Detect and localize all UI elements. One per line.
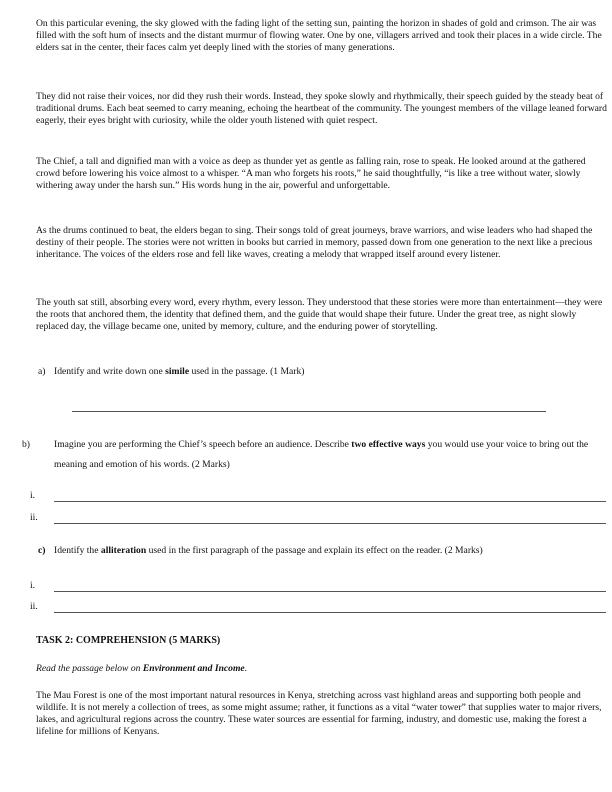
question-b-text-pre: Imagine you are performing the Chief’s speech before an audience. Describe — [54, 439, 352, 450]
answer-c-roman-2: ii. — [30, 601, 38, 612]
task-2-intro-post: . — [244, 663, 248, 674]
question-b — [22, 435, 610, 475]
question-b-text-post: you would use your voice to bring out the meaning and emotion of his words. (2 Marks) — [54, 439, 589, 470]
question-c-text-pre: Identify the — [54, 545, 101, 556]
task-2-intro — [36, 663, 247, 674]
question-c-label: c) — [38, 545, 46, 556]
question-a-label: a) — [38, 366, 46, 377]
question-a-keyword: simile — [165, 366, 190, 377]
question-c-keyword: alliteration — [100, 545, 147, 556]
task-2-heading: TASK 2: COMPREHENSION (5 MARKS) — [36, 635, 221, 646]
answer-line-a[interactable] — [72, 411, 546, 412]
passage-paragraph-1: On this particular evening, the sky glowed with the fading light of the setting sun, painting the horizon in shades of gold and crimson. The air was filled with the soft hum of insects and the distant murmur of flowing water. One by one, villagers arrived and took their places in a wide circle. The elders sat in the center, their faces calm yet deeply lined with the stories of many generations. — [36, 18, 602, 53]
answer-c-roman-1: i. — [30, 580, 36, 591]
question-c — [38, 545, 598, 557]
passage-paragraph-2: They did not raise their voices, nor did they rush their words. Instead, they spoke slowly and rhythmically, their speech guided by the steady beat of traditional drums. Each beat seemed to carry meaning, echoing the heartbeat of the community. The youngest members of the village leaned forward eagerly, their eyes bright with curiosity, while the older youth listened with quiet respect. — [36, 91, 607, 126]
question-b-keyword: two effective ways — [351, 439, 426, 450]
passage-paragraph-3: The Chief, a tall and dignified man with a voice as deep as thunder yet as gentle as falling rain, rose to speak. He looked around at the gathered crowd before lowering his voice almost to a whisper. “A man who forgets his roots,” he said thoughtfully, “is like a tree without water, slowly withering away under the harsh sun.” His words hung in the air, powerful and unforgettable. — [36, 156, 586, 191]
task-2-intro-pre: Read the passage below on — [36, 663, 143, 674]
task-2-intro-topic: Environment and Income — [142, 663, 245, 674]
answer-line-b-1[interactable] — [54, 501, 606, 502]
question-c-text-post: used in the first paragraph of the passage and explain its effect on the reader. (2 Marks) — [146, 545, 483, 556]
answer-b-roman-1: i. — [30, 490, 36, 501]
answer-line-c-2[interactable] — [54, 612, 606, 613]
task-2-paragraph-1: The Mau Forest is one of the most important natural resources in Kenya, stretching across vast highland areas and supporting both people and wildlife. It is not merely a collection of trees, as some might assume; rather, it functions as a vital “water tower” that supplies water to major rivers, lakes, and agricultural regions across the country. These water sources are essential for farming, industry, and domestic use, making the forest a lifeline for millions of Kenyans. — [36, 690, 602, 737]
passage-paragraph-5: The youth sat still, absorbing every word, every rhythm, every lesson. They understood that these stories were more than entertainment—they were the roots that anchored them, the identity that defined them, and the guide that would shape their future. Under the great tree, as night slowly replaced day, the village became one, united by memory, culture, and the enduring power of storytelling. — [36, 297, 603, 332]
question-a — [38, 366, 598, 378]
question-b-label: b) — [22, 439, 30, 450]
answer-b-roman-2: ii. — [30, 512, 38, 523]
question-a-text-post: used in the passage. (1 Mark) — [189, 366, 305, 377]
answer-line-c-1[interactable] — [54, 591, 606, 592]
answer-line-b-2[interactable] — [54, 523, 606, 524]
passage-paragraph-4: As the drums continued to beat, the elders began to sing. Their songs told of great journeys, brave warriors, and wise leaders who had shaped the destiny of their people. The stories were not written in books but carried in memory, passed down from one generation to the next like a precious inheritance. The voices of the elders rose and fell like waves, creating a melody that wrapped itself around every listener. — [36, 225, 593, 260]
question-a-text-pre: Identify and write down one — [54, 366, 166, 377]
